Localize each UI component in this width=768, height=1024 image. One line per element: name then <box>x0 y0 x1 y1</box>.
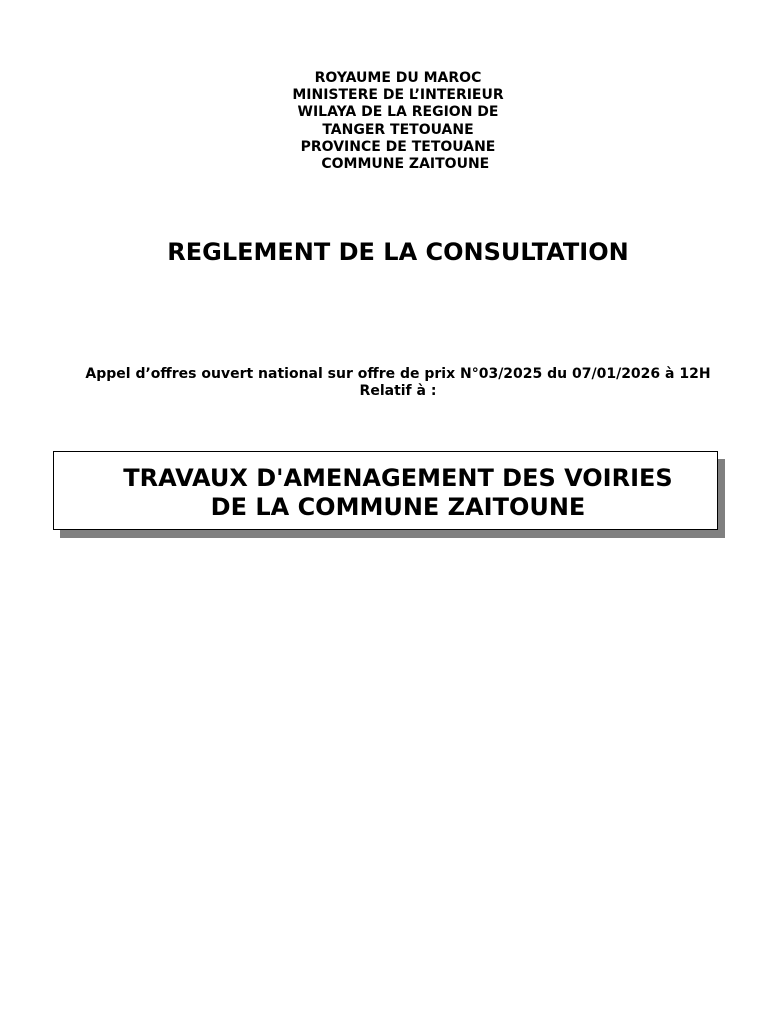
subject-line-2: DE LA COMMUNE ZAITOUNE <box>210 492 586 521</box>
issuing-authority-header <box>0 70 768 173</box>
header-kingdom: ROYAUME DU MAROC <box>314 70 482 86</box>
header-ministry: MINISTERE DE L’INTERIEUR <box>292 87 504 104</box>
subject-box <box>53 451 718 530</box>
subject-text <box>54 464 742 521</box>
header-region: TANGER TETOUANE <box>322 121 474 138</box>
header-commune: COMMUNE ZAITOUNE <box>306 156 490 173</box>
subject-line-1: TRAVAUX D'AMENAGEMENT DES VOIRIES <box>123 464 673 492</box>
header-wilaya: WILAYA DE LA REGION DE <box>297 104 499 121</box>
tender-description: Appel d’offres ouvert national sur offre de prix N°03/2025 du 07/01/2026 à 12H <box>85 366 711 382</box>
document-title: REGLEMENT DE LA CONSULTATION <box>167 238 629 266</box>
header-province: PROVINCE DE TETOUANE <box>300 138 496 155</box>
tender-relatif-label: Relatif à : <box>359 382 437 399</box>
tender-reference <box>64 366 732 399</box>
